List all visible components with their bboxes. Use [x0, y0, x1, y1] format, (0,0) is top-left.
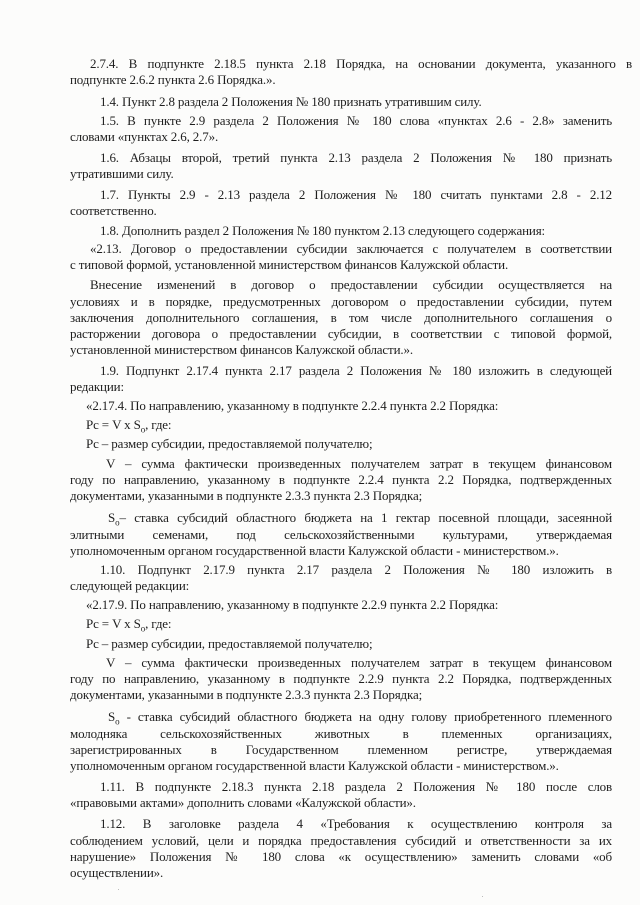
scan-speck [118, 889, 119, 890]
text-line: 1.10. Подпункт 2.17.9 пункта 2.17 раздела 2 Положения № 180 изложить в [100, 562, 612, 577]
formula-text: Рс = V x S [86, 616, 141, 631]
text-line: зарегистрированных в Государственном племенном регистре, утверждаемая [70, 742, 612, 757]
text-line: Внесение изменений в договор о предоставлении субсидии осуществляется на [90, 277, 612, 292]
text-line: 1.4. Пункт 2.8 раздела 2 Положения № 180 признать утратившим силу. [100, 94, 482, 109]
formula-text: , где: [145, 616, 172, 631]
text-line: осуществлении». [70, 865, 164, 880]
formula-text: , где: [145, 417, 172, 432]
text-line: соблюдением условий, цели и порядка предоставления субсидий и ответственности за их [70, 833, 612, 848]
text-line: установленной министерством финансов Калужской области.». [70, 342, 413, 357]
text-line: V – сумма фактически произведенных получателем затрат в текущем финансовом [106, 655, 612, 670]
subscript: о [115, 517, 120, 528]
text-line: уполномоченным органом государственной власти Калужской области - министерством.». [70, 543, 559, 558]
text-line: 1.12. В заголовке раздела 4 «Требования к осуществлению контроля за [100, 816, 612, 831]
text-line: «правовыми актами» дополнить словами «Калужской области». [70, 795, 416, 810]
text-line: утратившими силу. [70, 166, 174, 181]
text-line: 1.8. Дополнить раздел 2 Положения № 180 пунктом 2.13 следующего содержания: [100, 223, 546, 238]
text-line: «2.17.9. По направлению, указанному в подпункте 2.2.9 пункта 2.2 Порядка: [86, 597, 499, 612]
text-line: с типовой формой, установленной министерством финансов Калужской области. [70, 257, 509, 272]
formula-text: - ставка субсидий областного бюджета на одну голову приобретенного племенного [119, 709, 612, 724]
text-line: молодняка сельскохозяйственных животных в племенных организациях, [70, 726, 612, 741]
text-line: V – сумма фактически произведенных получателем затрат в текущем финансовом [106, 456, 612, 471]
text-line: редакции: [70, 379, 124, 394]
subscript: о [140, 424, 146, 435]
text-line: 1.9. Подпункт 2.17.4 пункта 2.17 раздела 2 Положения № 180 изложить в следующей [100, 363, 612, 378]
formula-line [86, 616, 171, 637]
text-line: словами «пунктах 2.6, 2.7». [70, 129, 219, 144]
text-line: 1.5. В пункте 2.9 раздела 2 Положения № 180 слова «пунктах 2.6 - 2.8» заменить [100, 113, 612, 128]
text-line: 2.7.4. В подпункте 2.18.5 пункта 2.18 Порядка, на основании документа, указанного в [90, 56, 632, 71]
text-line: документами, указанными в подпункте 2.3.3 пункта 2.3 Порядка; [70, 687, 423, 702]
formula-text: – ставка субсидий областного бюджета на 1 гектар посевной площади, засеянной [119, 510, 612, 525]
formula-text: S [108, 510, 116, 525]
formula-line [86, 417, 171, 438]
text-line: году по направлению, указанному в подпункте 2.2.4 пункта 2.2 Порядка, подтвержденных [70, 472, 612, 487]
text-line: элитными семенами, под сельскохозяйственными культурами, утверждаемая [70, 527, 612, 542]
text-line: 1.6. Абзацы второй, третий пункта 2.13 раздела 2 Положения № 180 признать [100, 150, 612, 165]
text-line: уполномоченным органом государственной власти Калужской области - министерством.». [70, 758, 559, 773]
text-line: Рс – размер субсидии, предоставляемой получателю; [86, 436, 373, 451]
text-line: следующей редакции: [70, 578, 190, 593]
text-line: 1.11. В подпункте 2.18.3 пункта 2.18 раздела 2 Положения № 180 после слов [100, 779, 612, 794]
text-line: расторжении договора о предоставлении субсидии, в соответствии с типовой формой, [70, 326, 612, 341]
text-line: «2.13. Договор о предоставлении субсидии заключается с получателем в соответствии [90, 241, 612, 256]
formula-text: S [108, 709, 116, 724]
text-line: заключения дополнительного соглашения, в том числе дополнительного соглашения о [70, 310, 612, 325]
text-line: Рс – размер субсидии, предоставляемой получателю; [86, 636, 373, 651]
formula-text: Рс = V x S [86, 417, 141, 432]
text-line: 1.7. Пункты 2.9 - 2.13 раздела 2 Положения № 180 считать пунктами 2.8 - 2.12 [100, 187, 612, 202]
scan-speck [482, 896, 483, 897]
text-line: году по направлению, указанному в подпункте 2.2.9 пункта 2.2 Порядка, подтвержденных [70, 671, 612, 686]
text-line: соответственно. [70, 203, 157, 218]
text-line: нарушение» Положения № 180 слова «к осуществлению» заменить словами «об [70, 849, 612, 864]
text-line: документами, указанными в подпункте 2.3.3 пункта 2.3 Порядка; [70, 488, 423, 503]
text-line: «2.17.4. По направлению, указанному в подпункте 2.2.4 пункта 2.2 Порядка: [86, 398, 499, 413]
text-line: условиях и в порядке, предусмотренных договором о предоставлении субсидии, путем [70, 294, 612, 309]
text-line: подпункте 2.6.2 пункта 2.6 Порядка.». [70, 72, 276, 87]
subscript: о [140, 623, 146, 634]
subscript: о [115, 716, 120, 727]
